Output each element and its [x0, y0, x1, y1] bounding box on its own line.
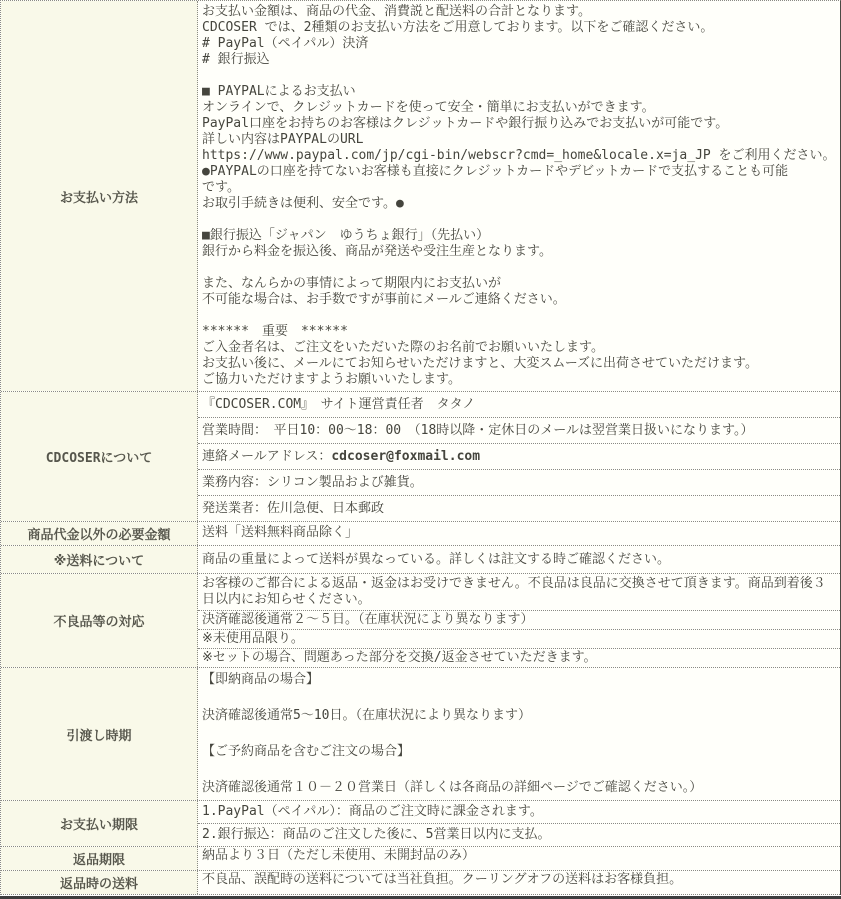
- about-site-owner: 『CDCOSER.COM』 サイト運営責任者 タタノ: [198, 392, 840, 418]
- extra-fees-content: [198, 522, 840, 545]
- text-line: お取引手続きは便利、安全です。●: [202, 196, 404, 211]
- text-line: 不可能な場合は、お手数ですが事前にメールご連絡ください。: [202, 292, 566, 307]
- defective-policy-timing: 決済確認後通常２～５日。（在庫状況により異なります）: [198, 611, 840, 630]
- return-shipping-header: [1, 871, 198, 894]
- header-label: ※送料について: [53, 554, 145, 569]
- extra-fees-header: [1, 522, 198, 545]
- shipping-note-text: 商品の重量によって送料が異なっている。詳しくは註文する時ご確認ください。: [202, 552, 671, 567]
- return-shipping-content: [198, 871, 840, 894]
- delivery-time-content: [198, 668, 840, 800]
- text-line: [202, 260, 836, 276]
- row-delivery-time: [1, 668, 840, 801]
- about-business-type: 業務内容：シリコン製品および雑貨。: [198, 470, 840, 496]
- payment-method-header: [1, 1, 198, 391]
- header-label: 不良品等の対応: [53, 615, 145, 630]
- header-label: 商品代金以外の必要金額: [27, 528, 171, 543]
- return-shipping-text: 不良品、誤配時の送料については当社負担。クーリングオフの送料はお客様負担。: [202, 872, 683, 887]
- row-defective-policy: [1, 574, 840, 668]
- text-line: [202, 689, 836, 707]
- delivery-time-text: [198, 668, 840, 800]
- about-business-hours: 営業時間： 平日10：00～18：00 （18時以降・定休日のメールは翌営業日扱いになります。）: [198, 418, 840, 444]
- return-deadline-text: 納品より３日（ただし未使用、未開封品のみ）: [202, 848, 476, 863]
- text-line: ご協力いただけますようお願いいたします。: [202, 372, 461, 387]
- defective-policy-unused-note: ※未使用品限り。: [198, 630, 840, 649]
- header-label: お支払い期限: [59, 818, 138, 833]
- text-line: です。: [202, 180, 240, 195]
- header-label: 返品時の送料: [59, 877, 138, 892]
- defective-policy-rule: お客様のご都合による返品・返金はお受けできません。不良品は良品に交換させて頂きます。商品到着後３日以内にお知らせください。: [198, 574, 840, 611]
- text-line: [202, 212, 836, 228]
- payment-deadline-bank: 2.銀行振込：商品のご注文した後に、5営業日以内に支払。: [202, 827, 551, 842]
- text-line: 【ご予約商品を含むご注文の場合】: [202, 744, 411, 759]
- text-line: # 銀行振込: [202, 52, 270, 67]
- text-line: 詳しい内容はPAYPALのURL: [202, 132, 364, 147]
- text-line: PayPal口座をお持ちのお客様はクレジットカードや銀行振り込みでお支払いが可能です。: [202, 116, 729, 131]
- about-shipper: 発送業者：佐川急便、日本郵政: [202, 501, 385, 516]
- text-line: https://www.paypal.com/jp/cgi-bin/webscr?cmd=_home&locale.x=ja_JP をご利用ください。: [202, 148, 836, 163]
- text-line: [202, 725, 836, 743]
- contact-label: 連絡メールアドレス：: [202, 449, 332, 464]
- about-contact: [198, 444, 840, 470]
- defective-policy-header: [1, 574, 198, 667]
- defective-policy-set-note: ※セットの場合、問題あった部分を交換/返金させていただきます。: [202, 650, 597, 665]
- text-line: ■ PAYPALによるお支払い: [202, 84, 356, 99]
- text-line: 決済確認後通常5～10日。（在庫状況により異なります）: [202, 708, 531, 723]
- contact-email: cdcoser@foxmail.com: [331, 449, 481, 464]
- row-payment-method: [1, 1, 840, 392]
- row-shipping-note: [1, 546, 840, 574]
- row-about: [1, 392, 840, 522]
- delivery-time-header: [1, 668, 198, 800]
- row-payment-deadline: [1, 801, 840, 847]
- header-label: 返品期限: [72, 853, 125, 868]
- text-line: 決済確認後通常１０－２０営業日（詳しくは各商品の詳細ページでご確認ください。）: [202, 780, 703, 795]
- payment-deadline-paypal: 1.PayPal（ペイパル）：商品のご注文時に課金されます。: [198, 801, 840, 824]
- payment-method-text: [198, 1, 840, 391]
- about-header: [1, 392, 198, 521]
- text-line: お支払い後に、メールにてお知らせいただけますと、大変スムーズに出荷させていただけます。: [202, 356, 759, 371]
- text-line: [202, 308, 836, 324]
- header-label: お支払い方法: [59, 190, 138, 206]
- header-label: 引渡し時期: [66, 728, 132, 744]
- text-line: # PayPal（ペイパル）決済: [202, 36, 369, 51]
- text-line: オンラインで、クレジットカードを使って安全・簡単にお支払いができます。: [202, 100, 655, 115]
- payment-deadline-header: [1, 801, 198, 846]
- text-line: ご入金者名は、ご注文をいただいた際のお名前でお願いいたします。: [202, 340, 604, 355]
- about-content: [198, 392, 840, 521]
- text-line: ■銀行振込「ジャパン ゆうちょ銀行」（先払い）: [202, 228, 490, 243]
- extra-fees-text: 送料「送料無料商品除く」: [202, 525, 359, 540]
- text-line: お支払い金額は、商品の代金、消費説と配送料の合計となります。: [202, 4, 591, 19]
- text-line: 銀行から料金を振込後、商品が発送や受注生産となります。: [202, 244, 552, 259]
- text-line: [202, 761, 836, 779]
- payment-deadline-content: [198, 801, 840, 846]
- payment-method-content: [198, 1, 840, 391]
- return-deadline-header: [1, 847, 198, 870]
- defective-policy-content: [198, 574, 840, 667]
- text-line: CDCOSER では、2種類のお支払い方法をご用意しております。以下をご確認ください。: [202, 20, 714, 35]
- shipping-note-header: [1, 546, 198, 573]
- return-deadline-content: [198, 847, 840, 870]
- text-line: 【即納商品の場合】: [202, 672, 320, 687]
- text-line: [202, 68, 836, 84]
- shipping-note-content: [198, 546, 840, 573]
- text-line: ****** 重要 ******: [202, 324, 348, 339]
- row-extra-fees: [1, 522, 840, 546]
- text-line: また、なんらかの事情によって期限内にお支払いが: [202, 276, 502, 291]
- text-line: ●PAYPALの口座を持てないお客様も直接にクレジットカードやデビットカードで支払することも可能: [202, 164, 789, 179]
- row-return-shipping: [1, 871, 840, 895]
- header-label: CDCOSERについて: [45, 451, 153, 466]
- row-return-deadline: [1, 847, 840, 871]
